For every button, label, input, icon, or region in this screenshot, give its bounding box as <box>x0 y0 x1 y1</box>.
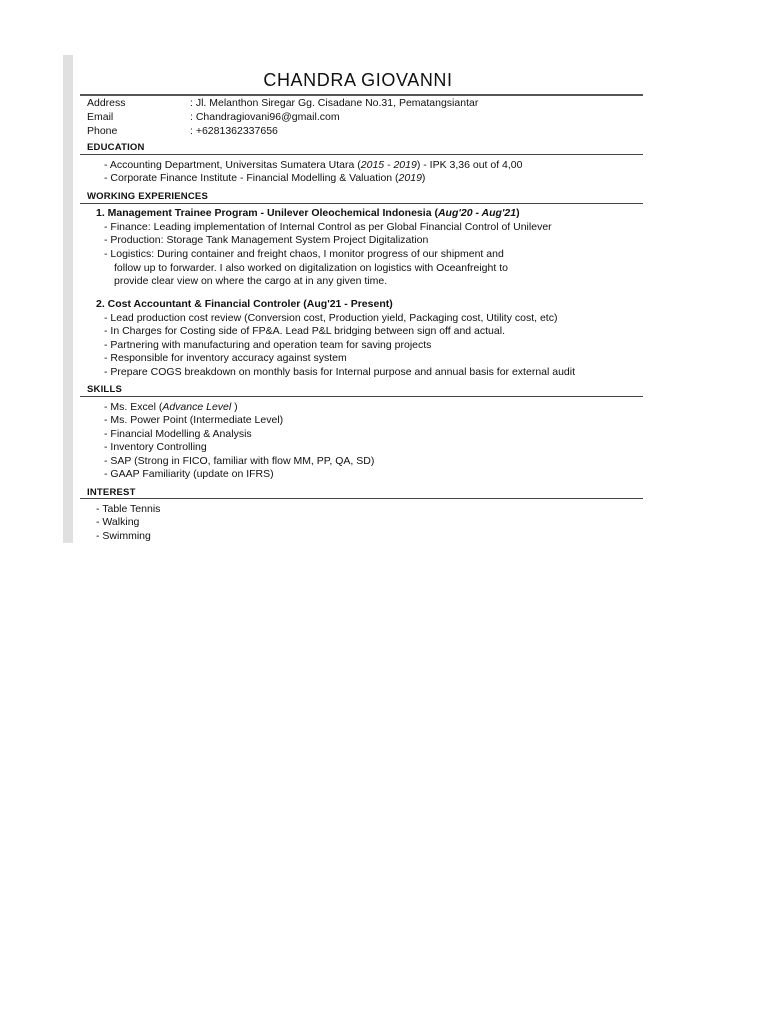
job-bullet: - Finance: Leading implementation of Internal Control as per Global Financial Control of Unilever <box>104 221 552 233</box>
interest-divider <box>80 498 643 499</box>
interest-heading: INTEREST <box>87 487 136 498</box>
phone-value: : +6281362337656 <box>190 125 278 137</box>
job-bullet: - Prepare COGS breakdown on monthly basis for Internal purpose and annual basis for external audit <box>104 366 576 378</box>
email-label: Email <box>87 111 114 123</box>
education-item: - Accounting Department, Universitas Sumatera Utara (2015 - 2019) - IPK 3,36 out of 4,00 <box>104 159 523 171</box>
skills-divider <box>80 396 643 397</box>
title-divider <box>80 94 643 96</box>
job-bullet: - Lead production cost review (Conversion cost, Production yield, Packaging cost, Utility cost, etc) <box>104 312 558 324</box>
job-bullet: - In Charges for Costing side of FP&A. Lead P&L bridging between sign off and actual. <box>104 325 505 337</box>
job-bullet-continued: provide clear view on where the cargo at in any given time. <box>114 275 388 287</box>
job-title: 1. Management Trainee Program - Unilever Oleochemical Indonesia (Aug'20 - Aug'21) <box>96 207 520 219</box>
skills-heading: SKILLS <box>87 384 122 395</box>
email-value: : Chandragiovani96@gmail.com <box>190 111 340 123</box>
education-divider <box>80 154 643 155</box>
skill-item: - Ms. Power Point (Intermediate Level) <box>104 414 284 426</box>
skill-item: - GAAP Familiarity (update on IFRS) <box>104 468 274 480</box>
skill-item: - Inventory Controlling <box>104 441 207 453</box>
education-item: - Corporate Finance Institute - Financial Modelling & Valuation (2019) <box>104 172 426 184</box>
skill-item: - Ms. Excel (Advance Level ) <box>104 401 238 413</box>
interest-item: - Swimming <box>96 530 151 542</box>
job-bullet-continued: follow up to forwarder. I also worked on digitalization on logistics with Oceanfreight to <box>114 262 508 274</box>
address-value: : Jl. Melanthon Siregar Gg. Cisadane No.31, Pematangsiantar <box>190 97 479 109</box>
education-heading: EDUCATION <box>87 142 145 153</box>
work-heading: WORKING EXPERIENCES <box>87 191 208 202</box>
interest-item: - Walking <box>96 516 140 528</box>
skill-item: - SAP (Strong in FICO, familiar with flow MM, PP, QA, SD) <box>104 455 375 467</box>
job-title: 2. Cost Accountant & Financial Controler (Aug'21 - Present) <box>96 298 393 310</box>
phone-label: Phone <box>87 125 118 137</box>
page-margin-bar <box>63 55 73 543</box>
job-bullet: - Logistics: During container and freight chaos, I monitor progress of our shipment and <box>104 248 504 260</box>
skill-item: - Financial Modelling & Analysis <box>104 428 252 440</box>
job-bullet: - Partnering with manufacturing and operation team for saving projects <box>104 339 432 351</box>
interest-item: - Table Tennis <box>96 503 161 515</box>
job-bullet: - Responsible for inventory accuracy against system <box>104 352 347 364</box>
resume-name: CHANDRA GIOVANNI <box>263 70 453 90</box>
job-bullet: - Production: Storage Tank Management System Project Digitalization <box>104 234 429 246</box>
work-divider <box>80 203 643 204</box>
address-label: Address <box>87 97 126 109</box>
